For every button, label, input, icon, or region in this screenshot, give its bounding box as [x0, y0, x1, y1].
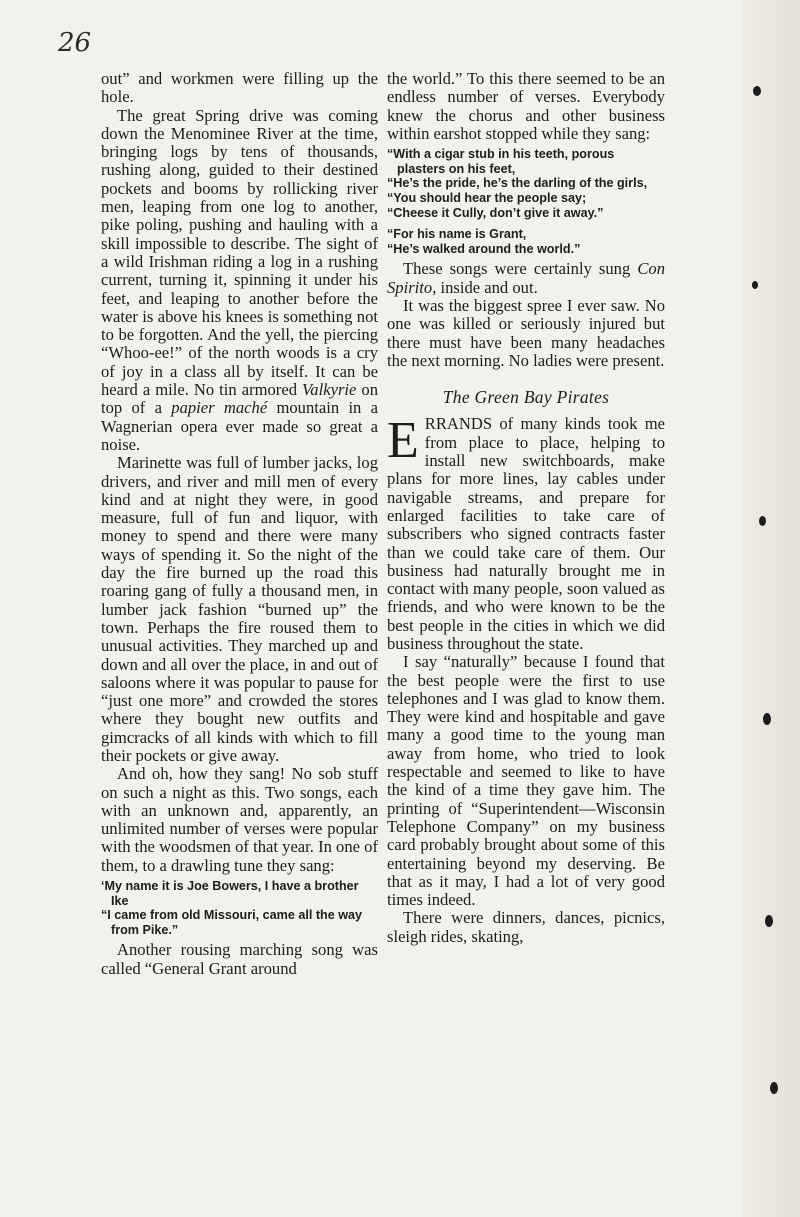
verse-line: “I came from old Missouri, came all the way from Pike.”: [101, 908, 363, 937]
paragraph: It was the biggest spree I ever saw. No one was killed or seriously injured but there must have been many headaches the next morning. No ladies were present.: [387, 295, 665, 370]
verse-line: “You should hear the people say;: [387, 190, 587, 205]
paragraph: [387, 412, 665, 653]
text-run: on top of a: [101, 380, 378, 418]
verse-line: “He’s the pride, he’s the darling of the girls,: [387, 176, 648, 191]
paragraph: the world.” To this there seemed to be an endless number of verses. Everybody knew the chorus and other business within earshot stopped while they sang:: [387, 69, 665, 143]
drop-cap: E: [387, 412, 419, 470]
page-fold-shadow: [742, 0, 800, 1217]
paragraph: Marinette was full of lumber jacks, log drivers, and river and mill men of every kind and at night they were, in good measure, full of fun and liquor, with money to spend and there were many ways of spending it. So the night of the day the fire burned up the road this roaring gang of fully a thousand men, in lumber jack fashion “burned up” the town. Perhaps the fire roused them to unusual activities. They marched up and down and all over the place, in and out of saloons where it was popular to pause for “just one more” and crowded the stores where they bought new outfits and gimcracks of all kinds with which to fill their pockets or give away.: [101, 453, 378, 765]
paragraph: out” and workmen were filling up the hole.: [101, 69, 378, 107]
paragraph: There were dinners, dances, picnics, sleigh rides, skating,: [387, 908, 665, 946]
verse-line: “Cheese it Cully, don’t give it away.”: [387, 205, 604, 220]
left-column: [101, 70, 378, 978]
binding-hole-icon: [759, 516, 766, 526]
page-number: 26: [58, 28, 92, 58]
right-column: [387, 70, 665, 946]
binding-hole-icon: [770, 1082, 778, 1094]
text-run: These songs were certainly sung: [403, 259, 638, 279]
italic-text: Valkyrie: [302, 380, 357, 400]
text-run: RRANDS of many kinds took me from place to place, helping to install new switchboards, make plans for more lines, lay cables under navigable streams, and prepare for enlarged facilities to take care of subscribers who signed contracts faster than we could take care of them. Our business had naturally brought me in contact with many people, soon valued as friends, and who were known to be the best people in the cities in which we did business throughout the state.: [387, 414, 665, 653]
italic-text: Con Spirito: [387, 259, 665, 297]
binding-hole-icon: [752, 281, 758, 289]
song-verse: [101, 879, 378, 937]
paragraph: [387, 260, 665, 297]
paragraph: I say “naturally” because I found that the best people were the first to use telephones and I was glad to know them. They were kind and hospitable and gave many a good time to the young man away from home, who tried to look respectable and seemed to like to have the kind of a time they gave him. The printing of “Superintendent—Wisconsin Telephone Company” on my business card probably brought about some of this entertaining beyond my deserving. Be that as it may, I had a lot of very good times indeed.: [387, 652, 665, 910]
binding-hole-icon: [765, 915, 773, 927]
song-verse: [387, 147, 665, 256]
paragraph: And oh, how they sang! No sob stuff on such a night as this. Two songs, each with an unknown and, apparently, an unlimited number of verses were popular with the woodsmen of that year. In one of them, to a drawling tune they sang:: [101, 764, 378, 875]
text-run: mountain in a Wagnerian opera ever made so great a noise.: [101, 398, 379, 454]
verse-line: “He’s walked around the world.”: [387, 241, 581, 256]
binding-hole-icon: [753, 86, 761, 96]
paragraph: Another rousing marching song was called “General Grant around: [101, 940, 378, 978]
text-run: , inside and out.: [432, 277, 538, 297]
section-heading: The Green Bay Pirates: [442, 387, 610, 408]
verse-line: “With a cigar stub in his teeth, porous plasters on his feet,: [387, 147, 615, 176]
verse-line: ‘My name it is Joe Bowers, I have a brother Ike: [101, 879, 359, 908]
text-run: The great Spring drive was coming down the Menominee River at the time, bringing logs by tens of thousands, rushing along, guided to their destined pockets and booms by rollicking river men, leaping from one log to another, pike poling, pushing and hauling with a skill impossible to describe. The sight of a wild Irishman riding a log in a rushing current, turning it, spinning it under his feet, and leaping to another before the water is above his knees is something not to be forgotten. And the yell, the piercing “Whoo-ee!” of the north woods is a cry of joy in a class all by itself. It can be heard a mile. No tin armored: [101, 105, 378, 400]
italic-text: papier maché: [171, 398, 268, 418]
verse-line: “For his name is Grant,: [387, 227, 527, 242]
binding-hole-icon: [763, 713, 771, 725]
verse-gap: [387, 220, 665, 227]
paragraph: [101, 107, 378, 455]
